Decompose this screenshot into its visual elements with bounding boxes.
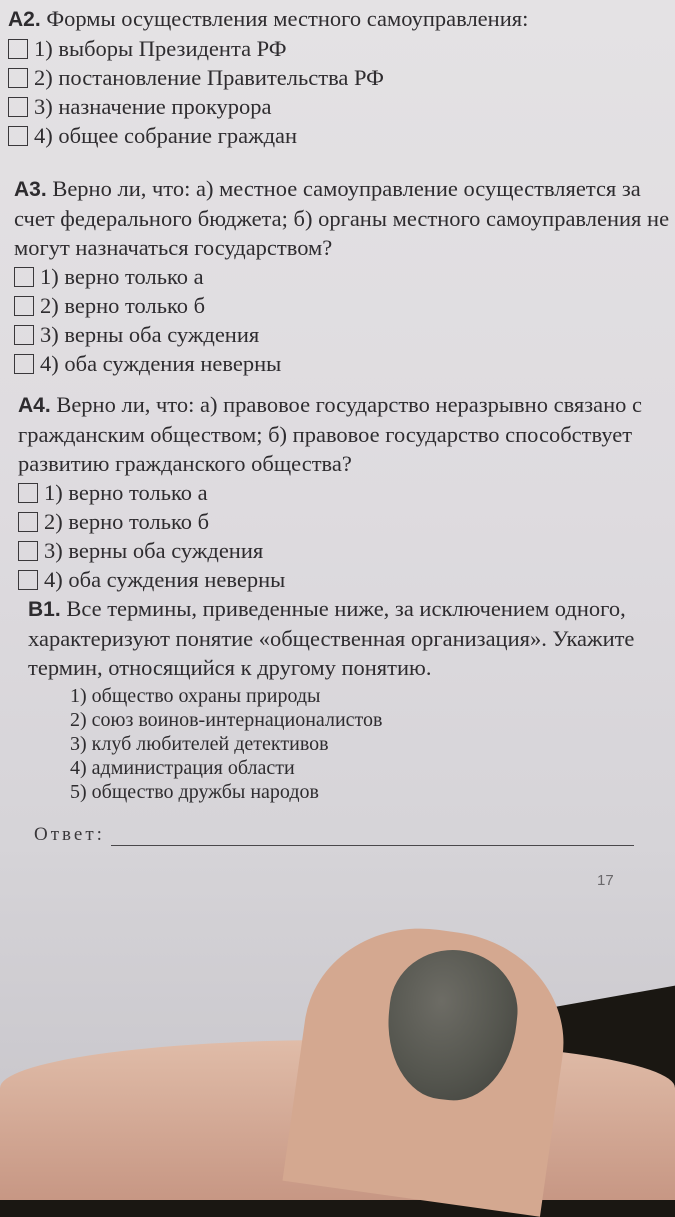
option-2[interactable] (18, 507, 675, 536)
page-number: 17 (597, 872, 614, 889)
checkbox[interactable] (18, 483, 38, 503)
term-item: 2) союз воинов-интернационалистов (70, 709, 383, 731)
checkbox[interactable] (14, 354, 34, 374)
option-label: 3) верны оба суждения (44, 538, 264, 563)
question-number: А4. (18, 394, 51, 417)
question-text: Верно ли, что: а) местное самоуправление осуществляется за счет федерального бюджета; б) органы местного самоуправления не могут назначаться государством? (14, 176, 670, 260)
checkbox[interactable] (8, 68, 28, 88)
checkbox[interactable] (18, 570, 38, 590)
term-item: 5) общество дружбы народов (70, 781, 319, 803)
option-label: 3) верны оба суждения (40, 322, 260, 347)
option-label: 2) верно только б (44, 509, 210, 534)
option-label: 1) верно только а (44, 480, 208, 505)
question-text: Формы осуществления местного самоуправления: (46, 6, 529, 31)
answer-options (14, 262, 674, 378)
question-a2 (8, 4, 668, 150)
checkbox[interactable] (8, 126, 28, 146)
question-b1 (28, 594, 668, 804)
option-3[interactable] (8, 92, 668, 121)
option-3[interactable] (14, 320, 674, 349)
checkbox[interactable] (14, 267, 34, 287)
option-1[interactable] (18, 478, 675, 507)
checkbox[interactable] (14, 296, 34, 316)
question-a3 (14, 174, 674, 378)
question-number: А3. (14, 178, 47, 201)
option-label: 3) назначение прокурора (34, 94, 272, 119)
question-a4 (18, 390, 675, 594)
option-label: 4) оба суждения неверны (40, 351, 282, 376)
checkbox[interactable] (8, 39, 28, 59)
term-item: 1) общество охраны природы (70, 685, 321, 707)
checkbox[interactable] (8, 97, 28, 117)
checkbox[interactable] (18, 512, 38, 532)
option-4[interactable] (8, 121, 668, 150)
option-2[interactable] (8, 63, 668, 92)
option-1[interactable] (14, 262, 674, 291)
answer-row (34, 824, 634, 846)
term-item: 4) администрация области (70, 757, 295, 779)
option-label: 4) оба суждения неверны (44, 567, 286, 592)
term-list (70, 684, 668, 804)
option-label: 1) верно только а (40, 264, 204, 289)
option-label: 4) общее собрание граждан (34, 123, 298, 148)
option-label: 2) верно только б (40, 293, 206, 318)
option-2[interactable] (14, 291, 674, 320)
option-3[interactable] (18, 536, 675, 565)
checkbox[interactable] (14, 325, 34, 345)
checkbox[interactable] (18, 541, 38, 561)
option-label: 1) выборы Президента РФ (34, 36, 287, 61)
answer-label: Ответ: (34, 824, 105, 845)
question-number: А2. (8, 8, 41, 31)
question-text: Все термины, приведенные ниже, за исключением одного, характеризуют понятие «общественная организация». Укажите термин, относящийся к другому понятию. (28, 596, 635, 680)
option-4[interactable] (18, 565, 675, 594)
option-4[interactable] (14, 349, 674, 378)
option-label: 2) постановление Правительства РФ (34, 65, 384, 90)
option-1[interactable] (8, 34, 668, 63)
answer-field[interactable] (111, 831, 634, 846)
question-text: Верно ли, что: а) правовое государство неразрывно связано с гражданским обществом; б) правовое государство способствует развитию гражданского общества? (18, 392, 643, 476)
answer-options (8, 34, 668, 150)
question-number: В1. (28, 598, 61, 621)
answer-options (18, 478, 675, 594)
term-item: 3) клуб любителей детективов (70, 733, 329, 755)
